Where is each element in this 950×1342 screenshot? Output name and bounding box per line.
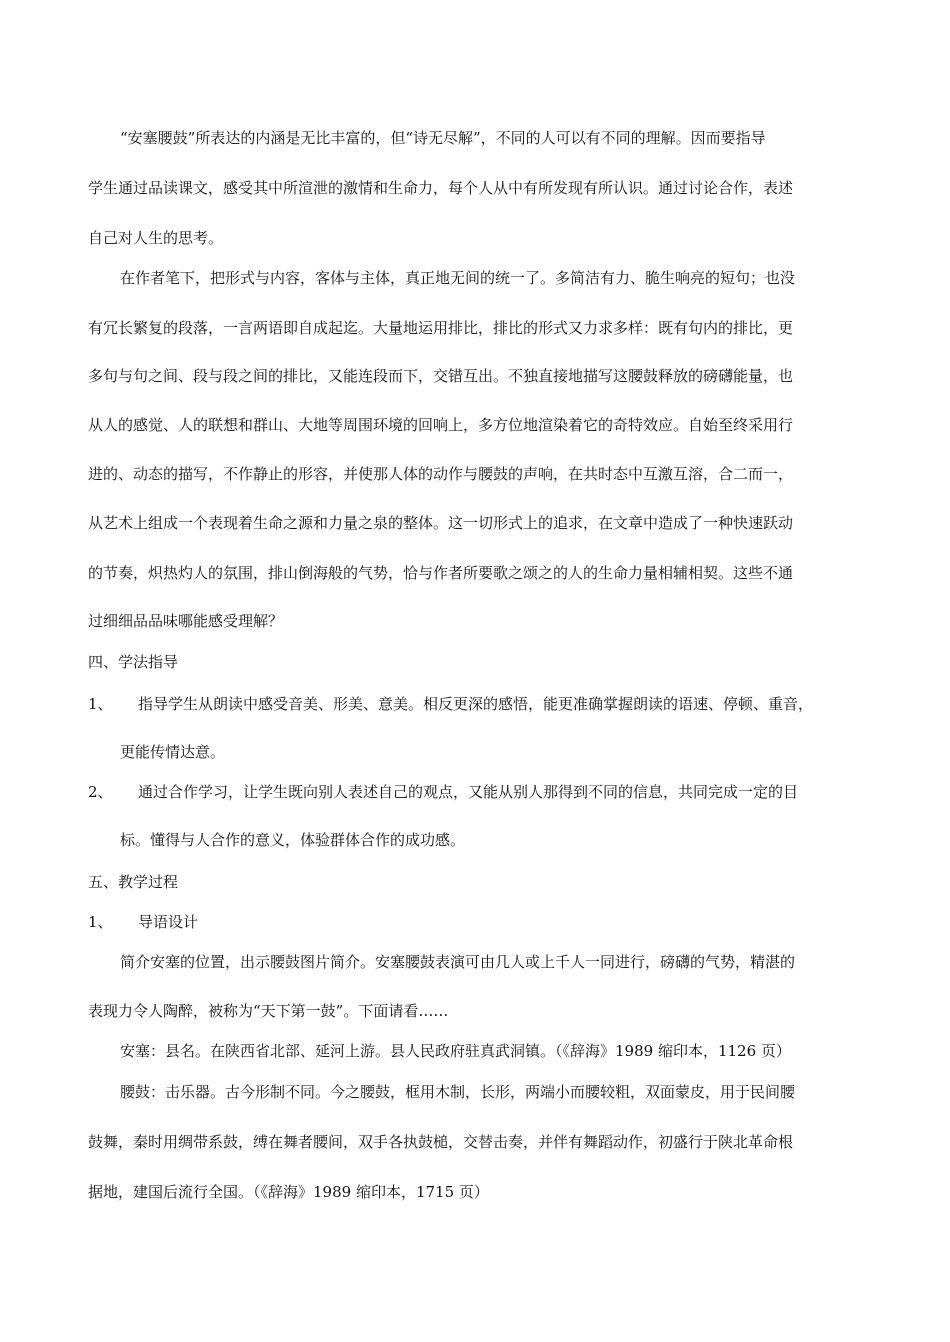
- section-5-heading: 五、教学过程: [88, 873, 179, 891]
- list-item-2-line-2: 标。懂得与人合作的意义，体验群体合作的成功感。: [120, 831, 466, 849]
- paragraph-2-line-4: 从人的感觉、人的联想和群山、大地等周围环境的回响上，多方位地渲染着它的奇特效应。自始至终采用行: [88, 416, 794, 434]
- intro-line-2: 表现力令人陶醉，被称为“天下第一鼓”。下面请看……: [88, 1002, 449, 1020]
- step-1-title: 导语设计: [138, 913, 199, 931]
- paragraph-2-line-3: 多句与句之间、段与段之间的排比，又能连段而下，交错互出。不独直接地描写这腰鼓释放的磅礴能量，也: [88, 367, 794, 385]
- paragraph-2-line-8: 过细细品品味哪能感受理解？: [88, 612, 284, 630]
- section-4-heading: 四、学法指导: [88, 653, 179, 671]
- ansai-definition: 安塞：县名。在陕西省北部、延河上游。县人民政府驻真武洞镇。（《辞海》1989 缩印本，1126 页）: [120, 1042, 791, 1060]
- yaogu-definition-line-2: 鼓舞，秦时用绸带系鼓，缚在舞者腰间，双手各执鼓槌，交替击奏，并伴有舞蹈动作，初盛行于陕北革命根: [88, 1133, 794, 1151]
- paragraph-1-line-1: “安塞腰鼓”所表达的内涵是无比丰富的，但“诗无尽解”，不同的人可以有不同的理解。因而要指导: [120, 129, 766, 147]
- paragraph-1-line-2: 学生通过品读课文，感受其中所渲泄的激情和生命力，每个人从中有所发现有所认识。通过讨论合作，表述: [88, 179, 794, 197]
- step-1-number: 1、: [88, 913, 113, 931]
- yaogu-definition-line-3: 据地，建国后流行全国。（《辞海》1989 缩印本，1715 页）: [88, 1183, 489, 1201]
- yaogu-definition-line-1: 腰鼓：击乐器。古今形制不同。今之腰鼓，框用木制，长形，两端小而腰较粗，双面蒙皮，用于民间腰: [120, 1083, 796, 1101]
- list-item-2-number: 2、: [88, 783, 113, 801]
- paragraph-2-line-2: 有冗长繁复的段落，一言两语即自成起迄。大量地运用排比，排比的形式又力求多样：既有句内的排比，更: [88, 319, 794, 337]
- list-item-1-line-1: 指导学生从朗读中感受音美、形美、意美。相反更深的感悟，能更准确掌握朗读的语速、停顿、重音，: [138, 695, 814, 713]
- list-item-2-line-1: 通过合作学习，让学生既向别人表述自己的观点，又能从别人那得到不同的信息，共同完成一定的目: [138, 783, 799, 801]
- paragraph-2-line-7: 的节奏，炽热灼人的氛围，排山倒海般的气势，恰与作者所要歌之颂之的人的生命力量相辅相契。这些不通: [88, 564, 794, 582]
- list-item-1-line-2: 更能传情达意。: [120, 743, 226, 761]
- paragraph-2-line-6: 从艺术上组成一个表现着生命之源和力量之泉的整体。这一切形式上的追求，在文章中造成了一种快速跃动: [88, 514, 794, 532]
- intro-line-1: 简介安塞的位置，出示腰鼓图片简介。安塞腰鼓表演可由几人或上千人一同进行，磅礴的气势，精湛的: [120, 953, 796, 971]
- paragraph-1-line-3: 自己对人生的思考。: [88, 229, 224, 247]
- paragraph-2-line-1: 在作者笔下，把形式与内容，客体与主体，真正地无间的统一了。多简洁有力、脆生响亮的短句；也没: [120, 269, 796, 287]
- list-item-1-number: 1、: [88, 695, 113, 713]
- paragraph-2-line-5: 进的、动态的描写，不作静止的形容，并使那人体的动作与腰鼓的声响，在共时态中互激互溶，合二而一，: [88, 465, 794, 483]
